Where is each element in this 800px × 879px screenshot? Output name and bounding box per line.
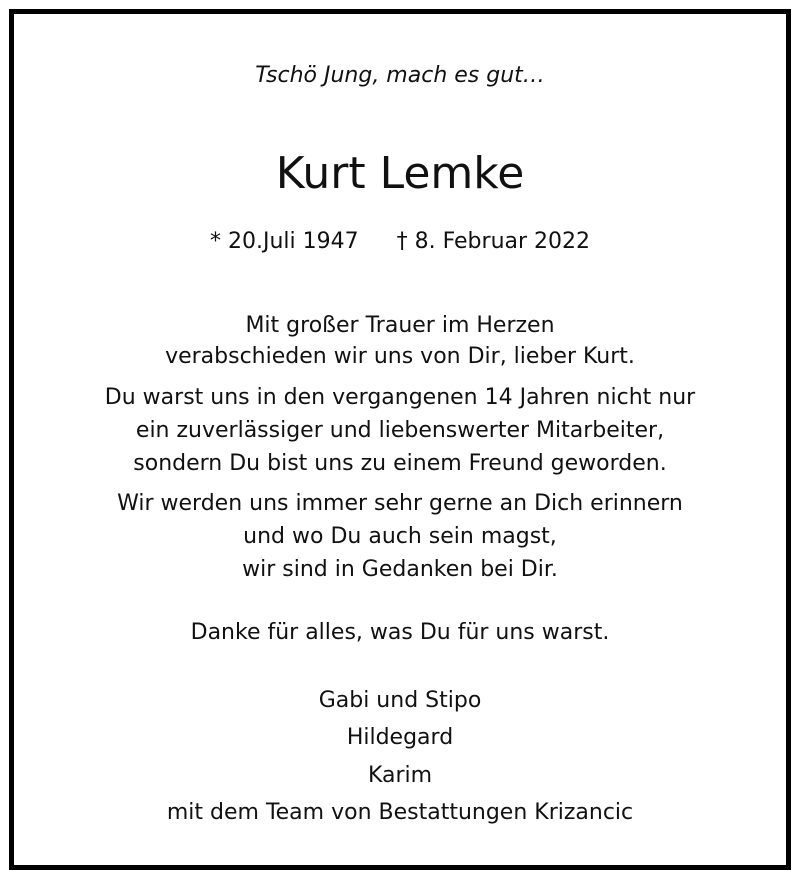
signature-line: mit dem Team von Bestattungen Krizancic	[166, 800, 634, 825]
paragraph-line: Mit großer Trauer im Herzen	[245, 313, 555, 338]
paragraph-line: wir sind in Gedanken bei Dir.	[242, 557, 558, 582]
paragraph-line: ein zuverlässiger und liebenswerter Mitarbeiter,	[135, 418, 665, 443]
paragraph-line: verabschieden wir uns von Dir, lieber Kurt.	[165, 344, 635, 369]
paragraph-line: Du warst uns in den vergangenen 14 Jahren nicht nur	[104, 385, 696, 410]
motto: Tschö Jung, mach es gut…	[255, 63, 545, 88]
signature-line: Hildegard	[346, 725, 454, 750]
signature-line: Gabi und Stipo	[318, 688, 482, 713]
signature-line: Karim	[367, 763, 433, 788]
paragraph-line: Wir werden uns immer sehr gerne an Dich erinnern	[117, 491, 683, 516]
paragraph-line: und wo Du auch sein magst,	[243, 524, 557, 549]
death-date: † 8. Februar 2022	[396, 229, 591, 254]
life-dates	[0, 227, 800, 257]
deceased-name: Kurt Lemke	[275, 148, 525, 199]
birth-date: * 20.Juli 1947	[209, 229, 359, 254]
thanks-line: Danke für alles, was Du für uns warst.	[190, 620, 610, 645]
paragraph-line: sondern Du bist uns zu einem Freund geworden.	[133, 451, 667, 476]
